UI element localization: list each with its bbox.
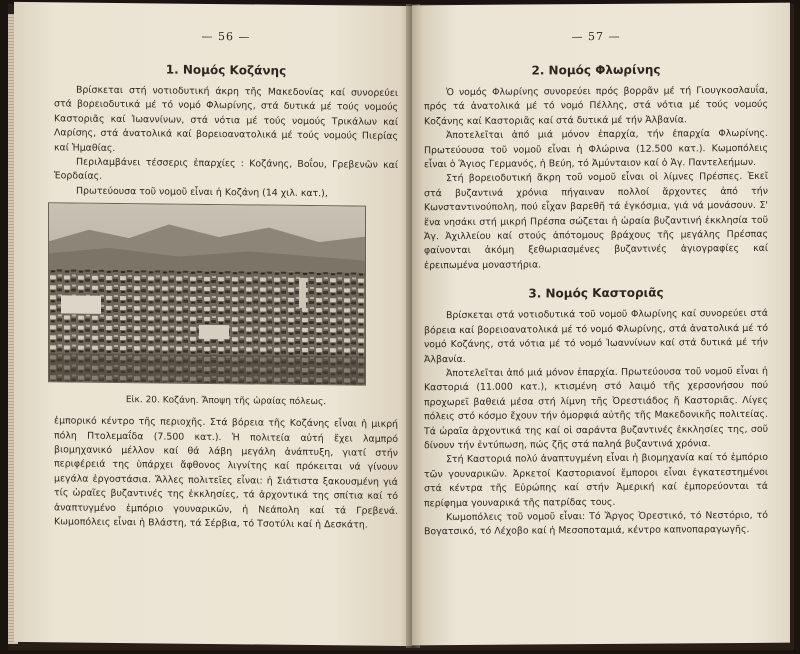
paragraph-kozani-capital: Πρωτεύουσα τοῦ νομοῦ εἶναι ἡ Κοζάνη (14 χιλ. κατ.), [76,185,328,200]
paragraph-kastoria-borders: Βρίσκεται στά νοτιοδυτικά τοῦ νομοῦ Φλωρίνης καί συνορεύει στά βόρεια καί βορειοανατολικά μέ τό νομό Φλωρίνης, στά ἀνατολικά μέ τό νομό Κοζάνης, στά νότια μέ τό νομό Ἰωαννίνων καί στά δυτικά μέ τήν Ἀλβανία. [424,308,768,365]
paragraph-florina-borders: Ὁ νομός Φλωρίνης συνορεύει πρός βορρᾶν μέ τή Γιουγκοσλαυΐα, πρός τά ἀνατολικά μέ τό νομό Πέλλης, στά νότια μέ τούς νομούς Κοζάνης καί Καστοριᾶς καί στά δυτικά μέ τήν Ἀλβανία. [424,84,768,128]
heading-kastoria: 3. Νομός Καστοριᾶς [528,285,664,301]
open-book [8,4,794,650]
paragraph-kozani-borders: Βρίσκεται στή νοτιοδυτική άκρη τῆς Μακεδονίας καί συνορεύει στά βορειοδυτικά μέ τό νομό Φλωρίνης, στά δυτικά μέ τούς νομούς Καστοριᾶς καί Ἰωαννίνων, στά νότια μέ τούς νομούς Τρικάλων καί Λαρίσης, στά ἀνατολικά καί βορειοανατολικά μέ τούς νομούς Πιερίας καί Ἡμαθίας. [54,84,398,154]
paragraph-kastoria-towns: Κωμοπόλεις τοῦ νομοῦ εἶναι: Τό Ἄργος Ὀρεστικό, τό Νεστόριο, τό Βογατσικό, τό Λέχοβο καί ἡ Μεσοποταμιά, κέντρο καπνοπαραγωγῆς. [424,509,768,538]
paragraph-florina-province: Ἀποτελεῖται ἀπό μιά μόνον ἐπαρχία, τήν ἐπαρχία Φλωρίνης. Πρωτεύουσα τοῦ νομοῦ εἶναι ἡ Φλώρινα (12.500 κατ.). Κωμοπόλεις εἶναι ὁ Ἅγιος Γερμανός, ἡ Βεύη, τό Ἀμύνταιον καί ὁ Ἁγ. Παντελεήμων. [424,128,768,171]
kozani-city-photo [48,203,366,386]
heading-kozani: 1. Νομός Κοζάνης [165,62,287,78]
paragraph-prespes: Στή βορειοδυτική ἄκρη τοῦ νομοῦ εἶναι οἱ λίμνες Πρέσπες. Ἐκεῖ στά βυζαντινά χρόνια πήγαιναν πολλοί ἄρχοντες ἀπό τήν Κωνσταντινούπολη, πού εἶχαν βαρεθῆ τά ἐγκόσμια, γιά νά μονάσουν. Σ' ἕνα νησάκι στή μικρή Πρέσπα σώζεται ἡ ὡραία βυζαντινή ἐκκλησία τοῦ Ἁγ. Ἀχιλλείου καί στούς ἀπότομους βράχους τῆς μεγάλης Πρέσπας φαίνονται ἀκόμη ξεθωριασμένες βυζαντινές ἁγιογραφίες καί ἐρειπωμένα μοναστήρια. [424,171,768,272]
paragraph-kastoria-furs: Στή Καστοριά πολύ ἀναπτυγμένη εἶναι ἡ βιομηχανία καί τό ἐμπόριο τῶν γουναρικῶν. Ἀρκετοί Καστοριανοί ἔμποροι εἶναι ἐγκατεστημένοι στά κέντρα τῆς Εὐρώπης καί στήν Ἀμερική καί ἐμπορεύονται τά περίφημα γουναρικά τῆς πατρίδας τους. [424,452,768,509]
paragraph-kastoria-capital: Ἀποτελεῖται ἀπό μιά μόνον ἐπαρχία. Πρωτεύουσα τοῦ νομοῦ εἶναι ἡ Καστοριά (11.000 κατ.), κτισμένη στό λαιμό τῆς χερσονήσου πού προχωρεῖ βαθειά μέσα στή λίμνη τῆς Ὀρεστιάδος ἤ Καστοριᾶς. Λίγες πόλεις στό κόσμο ἔχουν τήν ὀμορφιά αὐτῆς τῆς Μακεδονικῆς πολιτείας. Τά ὡραῖα ἀρχοντικά της καί οἱ σαράντα βυζαντινές ἐκκλησίες της, σοῦ δίνουν τήν ἐντύπωση, πώς ζῆς στά παληά βυζαντινά χρόνια. [424,365,768,452]
left-page [14,2,412,646]
page-number-right: — 57 — [571,29,621,44]
paragraph-kozani-commerce: ἐμπορικό κέντρο τῆς περιοχῆς. Στά βόρεια τῆς Κοζάνης εἶναι ἡ μικρή πόλη Πτολεμαΐδα (7.500 κατ.). Ἡ πολιτεία αὐτή ἔχει λαμπρό βιομηχανικό μέλλον καί θά λάβη μεγάλη ἀνάπτυξη, γιατί στήν περιφέρειά της ὑπάρχει ἄφθονος λιγνίτης καί πρόκειται νά γίνουν μεγάλα ἐργοστάσια. Ἄλλες πολιτεῖες εἶναι: ἡ Σιάτιστα ξακουσμένη γιά τίς ὡραῖες βυζαντινές της ἐκκλησίες, τά ἀρχοντικά της σπίτια καί τό ἀναπτυγμένο ἐμπόριο γουναρικῶν, ἡ Νεάπολη καί τά Γρεβενά. Κωμοπόλεις εἶναι ἡ Βλάστη, τά Σέρβια, τό Τσοτύλι καί ἡ Δεσκάτη. [54,415,398,531]
page-number-left: — 56 — [201,29,251,44]
right-page [412,3,790,646]
heading-florina: 2. Νομός Φλωρίνης [531,62,661,78]
paragraph-kozani-provinces: Περιλαμβάνει τέσσερις ἐπαρχίες : Κοζάνης, Βοΐου, Γρεβενῶν καί Ἐορδαίας. [54,156,398,183]
figure-caption: Εἰκ. 20. Κοζάνη. Ἄποψη τῆς ὡραίας πόλεως. [125,395,327,408]
